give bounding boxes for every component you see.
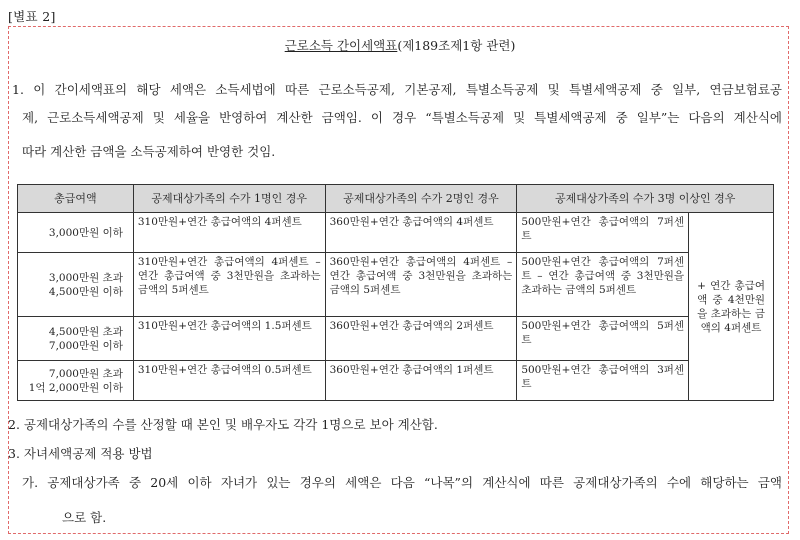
cell-family-1: 310만원+연간 총급여액의 1.5퍼센트	[133, 317, 325, 361]
cell-family-1: 310만원+연간 총급여액의 0.5퍼센트	[133, 361, 325, 401]
income-line: 3,000만원 이하	[48, 226, 123, 239]
income-line: 7,000만원 이하	[48, 339, 123, 352]
note1-line-3: 따라 계산한 금액을 소득공제하여 반영한 것임.	[22, 144, 276, 159]
income-line: 4,500만원 이하	[48, 285, 123, 298]
appendix-label: [별표 2]	[8, 9, 56, 24]
income-bracket	[18, 317, 134, 361]
document-title	[0, 36, 800, 54]
table-header-row	[18, 185, 774, 213]
income-line: 1억 2,000만원 이하	[28, 381, 123, 394]
note2: 2. 공제대상가족의 수를 산정할 때 본인 및 배우자도 각각 1명으로 보아 계산함.	[8, 417, 438, 432]
income-line: 4,500만원 초과	[48, 325, 123, 338]
header-total-salary: 총급여액	[18, 185, 134, 213]
note3a-line-2: 으로 함.	[62, 510, 107, 525]
income-bracket	[18, 361, 134, 401]
cell-family-1: 310만원+연간 총급여액의 4퍼센트 – 연간 총급여액 중 3천만원을 초과하는 금액의 5퍼센트	[133, 253, 325, 317]
title-main: 근로소득 간이세액표	[284, 38, 398, 53]
income-line: 7,000만원 초과	[48, 367, 123, 380]
cell-family-3plus-additional: + 연간 총급여액 중 4천만원을 초과하는 금액의 4퍼센트	[689, 213, 774, 401]
table-row	[18, 317, 774, 361]
header-family-2: 공제대상가족의 수가 2명인 경우	[325, 185, 517, 213]
note3a-line-1: 가. 공제대상가족 중 20세 이하 자녀가 있는 경우의 세액은 다음 “나목”의 계산식에 따른 공제대상가족의 수에 해당하는 금액	[22, 475, 782, 490]
table-row	[18, 253, 774, 317]
cell-family-1: 310만원+연간 총급여액의 4퍼센트	[133, 213, 325, 253]
table-row	[18, 213, 774, 253]
table-row	[18, 361, 774, 401]
cell-family-2: 360만원+연간 총급여액의 2퍼센트	[325, 317, 517, 361]
cell-family-3plus: 500만원+연간 총급여액의 7퍼센트 – 연간 총급여액 중 3천만원을 초과하는 금액의 5퍼센트	[517, 253, 689, 317]
cell-family-2: 360만원+연간 총급여액의 4퍼센트	[325, 213, 517, 253]
cell-family-2: 360만원+연간 총급여액의 4퍼센트 – 연간 총급여액 중 3천만원을 초과하는 금액의 5퍼센트	[325, 253, 517, 317]
income-line: 3,000만원 초과	[48, 271, 123, 284]
cell-family-3plus: 500만원+연간 총급여액의 5퍼센트	[517, 317, 689, 361]
note3-heading: 3. 자녀세액공제 적용 방법	[8, 446, 153, 461]
income-bracket	[18, 213, 134, 253]
note1-line-1: 1. 이 간이세액표의 해당 세액은 소득세법에 따른 근로소득공제, 기본공제, 특별소득공제 및 특별세액공제 중 일부, 연금보험료공	[12, 82, 782, 97]
cell-family-3plus: 500만원+연간 총급여액의 3퍼센트	[517, 361, 689, 401]
title-reference: (제189조제1항 관련)	[397, 38, 516, 53]
deduction-table	[17, 184, 774, 401]
header-family-1: 공제대상가족의 수가 1명인 경우	[133, 185, 325, 213]
cell-family-3plus: 500만원+연간 총급여액의 7퍼센트	[517, 213, 689, 253]
income-bracket	[18, 253, 134, 317]
cell-family-2: 360만원+연간 총급여액의 1퍼센트	[325, 361, 517, 401]
note1-line-2: 제, 근로소득세액공제 및 세율을 반영하여 계산한 금액임. 이 경우 “특별소득공제 및 특별세액공제 중 일부”는 다음의 계산식에	[22, 110, 782, 125]
header-family-3plus: 공제대상가족의 수가 3명 이상인 경우	[517, 185, 774, 213]
